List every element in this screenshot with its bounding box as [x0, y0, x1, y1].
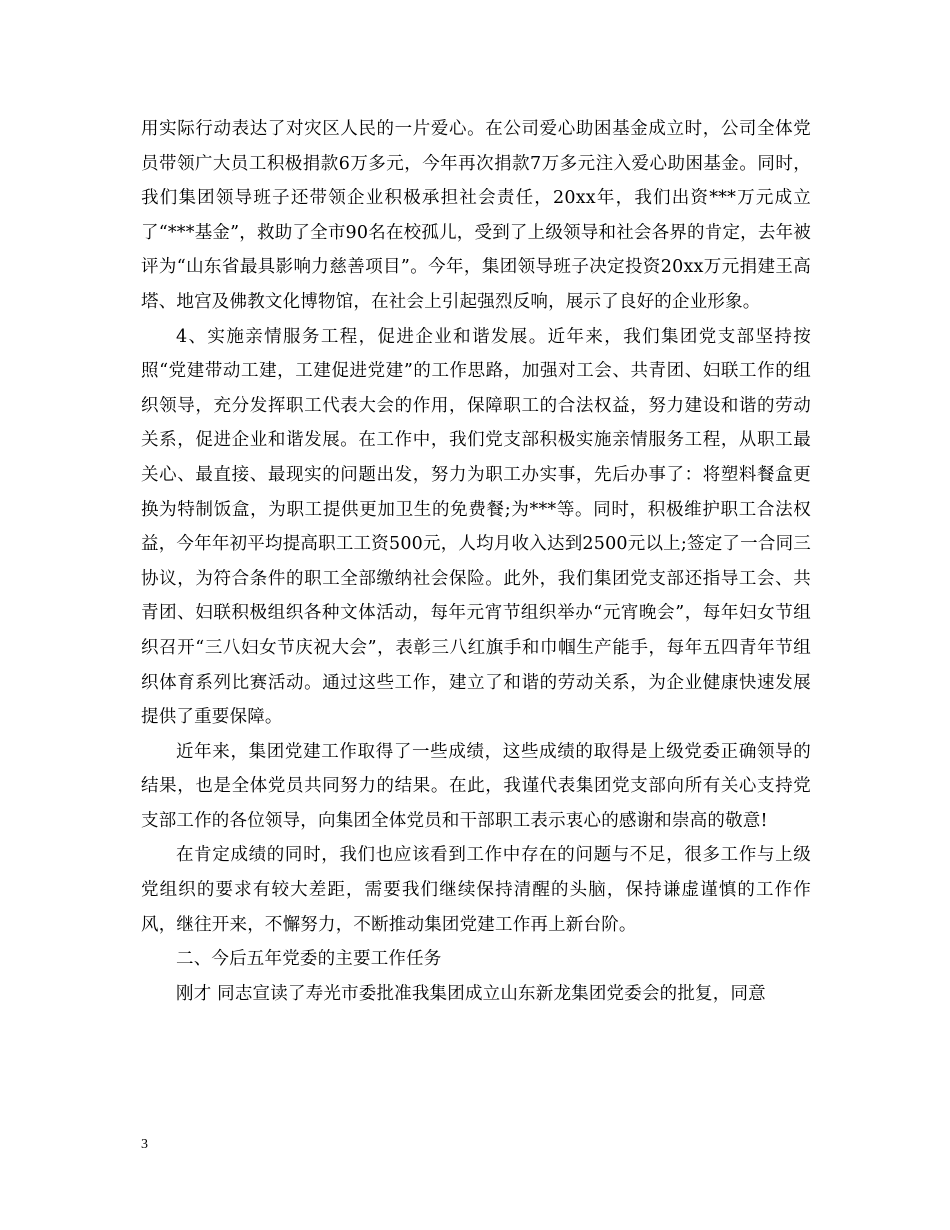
paragraph-continuation: 用实际行动表达了对灾区人民的一片爱心。在公司爱心助困基金成立时，公司全体党员带领广大员工积极捐款6万多元，今年再次捐款7万多元注入爱心助困基金。同时，我们集团领导班子还带领企业积极承担社会责任，20xx年，我们出资***万元成立了“***基金”，救助了全市90名在校孤儿，受到了上级领导和社会各界的肯定，去年被评为“山东省最具影响力慈善项目”。今年，集团领导班子决定投资20xx万元捐建王高塔、地宫及佛教文化博物馆，在社会上引起强烈反响，展示了良好的企业形象。: [141, 119, 811, 312]
paragraph-achievements: 近年来，集团党建工作取得了一些成绩，这些成绩的取得是上级党委正确领导的结果，也是全体党员共同努力的结果。在此，我谨代表集团党支部向所有关心支持党支部工作的各位领导，向集团全体党员和干部职工表示衷心的感谢和崇高的敬意!: [141, 741, 811, 831]
document-body: [141, 112, 811, 1011]
paragraph-shortcomings: 在肯定成绩的同时，我们也应该看到工作中存在的问题与不足，很多工作与上级党组织的要求有较大差距，需要我们继续保持清醒的头脑，保持谦虚谨慎的工作作风，继往开来，不懈努力，不断推动集团党建工作再上新台阶。: [141, 845, 811, 935]
section-heading-future-tasks: 二、今后五年党委的主要工作任务: [176, 949, 442, 970]
paragraph-approval: 刚才 同志宣读了寿光市委批准我集团成立山东新龙集团党委会的批复，同意: [176, 983, 766, 1004]
page-number: 3: [141, 1137, 148, 1152]
paragraph-item-4: 4、实施亲情服务工程，促进企业和谐发展。近年来，我们集团党支部坚持按照“党建带动工建，工建促进党建”的工作思路，加强对工会、共青团、妇联工作的组织领导，充分发挥职工代表大会的作用，保障职工的合法权益，努力建设和谐的劳动关系，促进企业和谐发展。在工作中，我们党支部积极实施亲情服务工程，从职工最关心、最直接、最现实的问题出发，努力为职工办实事，先后办事了：将塑料餐盒更换为特制饭盒，为职工提供更加卫生的免费餐;为***等。同时，积极维护职工合法权益，今年年初平均提高职工工资500元，人均月收入达到2500元以上;签定了一合同三协议，为符合条件的职工全部缴纳社会保险。此外，我们集团党支部还指导工会、共青团、妇联积极组织各种文体活动，每年元宵节组织举办“元宵晚会”，每年妇女节组织召开“三八妇女节庆祝大会”，表彰三八红旗手和巾帼生产能手，每年五四青年节组织体育系列比赛活动。通过这些工作，建立了和谐的劳动关系，为企业健康快速发展提供了重要保障。: [141, 326, 811, 728]
